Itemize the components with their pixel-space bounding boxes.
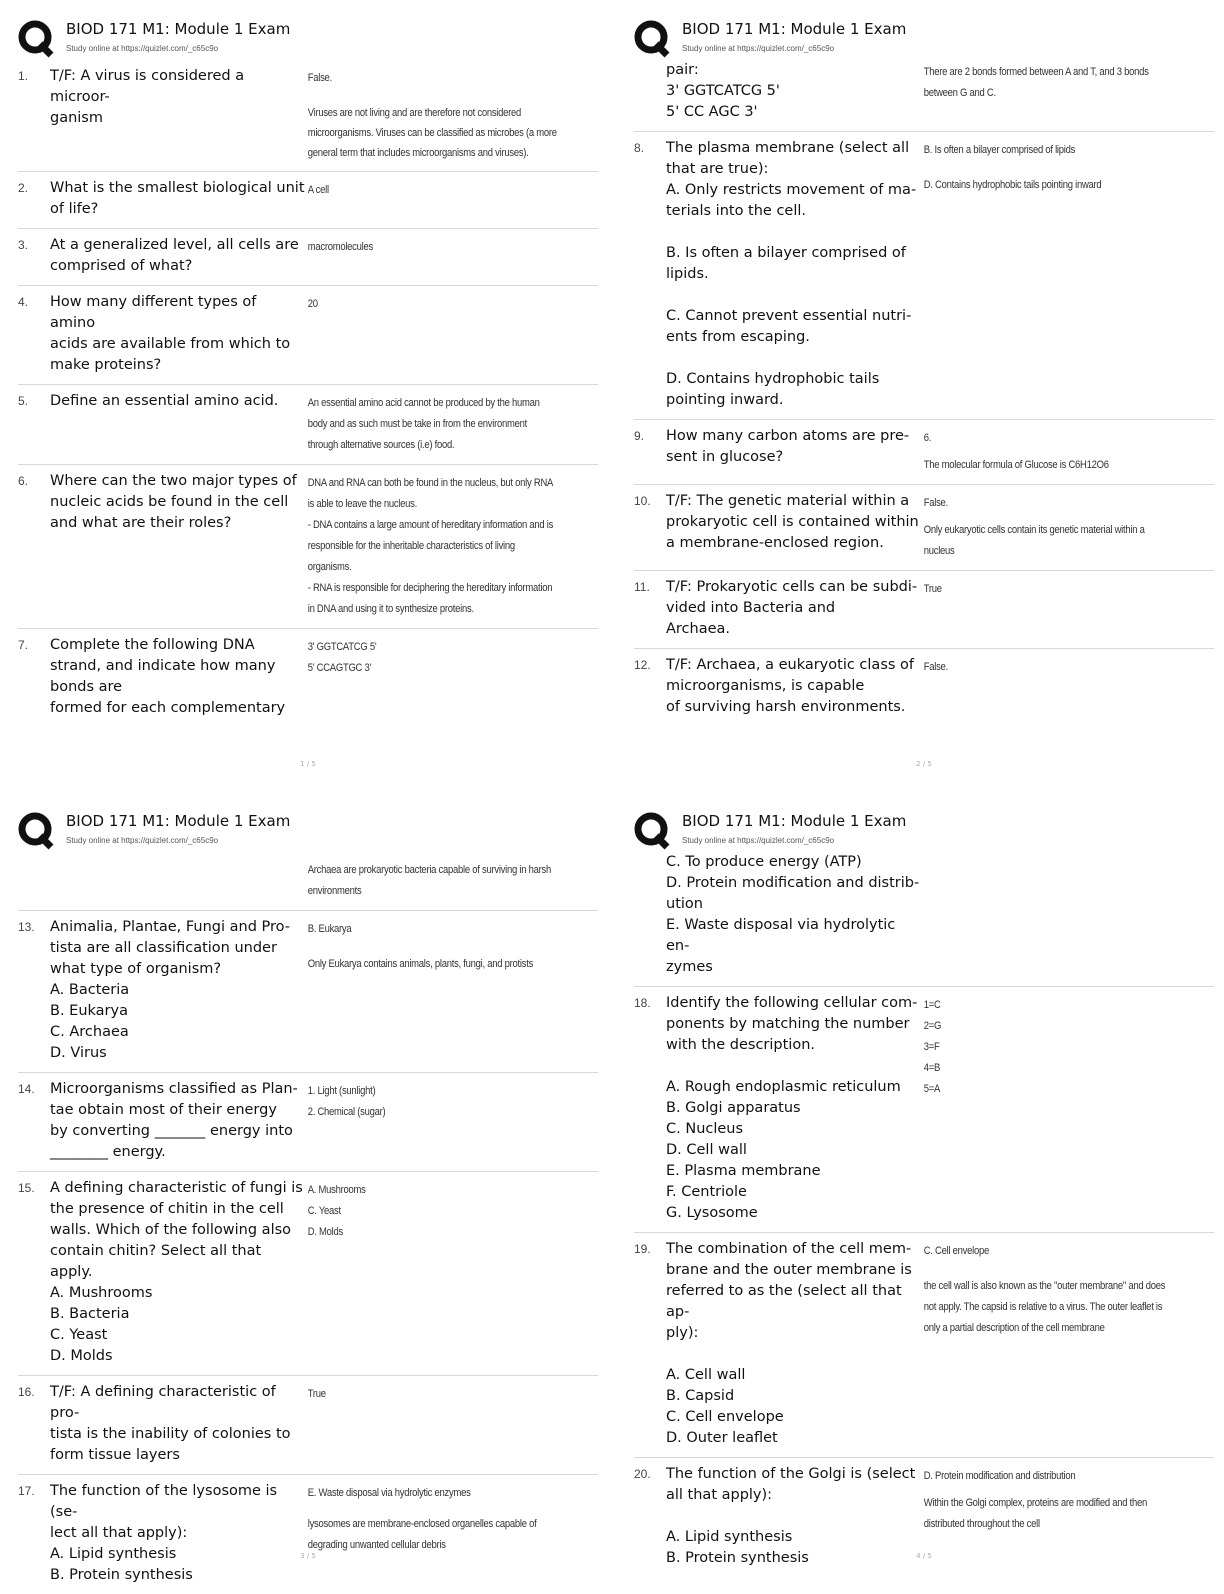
card-question: How many different types of amino acids are available from which to make proteins?: [50, 294, 291, 373]
answer-text: C. Cell envelope: [923, 1245, 990, 1257]
page-number: 3 / 5: [300, 1552, 316, 1560]
card-number: 4.: [18, 295, 29, 309]
card-answer: [922, 1239, 1173, 1449]
study-link[interactable]: Study online at https://quizlet.com/_c65c9o: [682, 44, 835, 53]
page-number: 4 / 5: [916, 1552, 932, 1560]
document-title: BIOD 171 M1: Module 1 Exam: [66, 812, 291, 830]
card-number: 9.: [634, 429, 645, 443]
answer-text: A. Mushrooms C. Yeast D. Molds: [307, 1184, 366, 1238]
answer-explanation: lysosomes are membrane-enclosed organelles capable of degrading unwanted cellular debris: [307, 1518, 539, 1551]
flashcard-row: [634, 485, 1214, 571]
card-answer: [922, 60, 1173, 123]
page-number: 2 / 5: [916, 760, 932, 768]
card-answer: [922, 577, 1173, 640]
answer-explanation: Only eukaryotic cells contain its genetic material within a nucleus: [923, 524, 1147, 557]
card-question: T/F: A defining characteristic of pro- tista is the inability of colonies to form tissue layers: [50, 1384, 291, 1463]
card-question: Complete the following DNA strand, and indicate how many bonds are formed for each complementary: [50, 637, 286, 716]
card-question: Microorganisms classified as Plan- tae obtain most of their energy by converting _______ energy into ________ energy.: [50, 1081, 298, 1160]
answer-text: There are 2 bonds formed between A and T, and 3 bonds between G and C.: [923, 66, 1152, 99]
card-number: 1.: [18, 69, 29, 83]
card-question: How many carbon atoms are pre- sent in glucose?: [666, 428, 910, 465]
flashcard-list: [18, 852, 598, 1594]
card-question: Where can the two major types of nucleic acids be found in the cell and what are their roles?: [50, 473, 297, 531]
flashcard-list: [634, 846, 1214, 1577]
quizlet-logo-icon: [18, 812, 54, 848]
card-number: 20.: [634, 1467, 651, 1481]
document-title: BIOD 171 M1: Module 1 Exam: [682, 20, 907, 38]
study-link[interactable]: Study online at https://quizlet.com/_c65c9o: [682, 836, 835, 845]
card-number: 10.: [634, 494, 651, 508]
card-answer: [306, 858, 557, 902]
flashcard-row: [634, 987, 1214, 1233]
document-title: BIOD 171 M1: Module 1 Exam: [66, 20, 291, 38]
answer-text: E. Waste disposal via hydrolytic enzymes: [307, 1487, 471, 1499]
card-answer: [306, 1178, 557, 1367]
answer-text: True: [923, 583, 942, 595]
card-answer: [306, 178, 557, 220]
flashcard-list: [634, 54, 1214, 726]
card-answer: [922, 655, 1173, 718]
flashcard-row: [634, 1233, 1214, 1458]
card-answer: [306, 391, 557, 456]
card-number: 6.: [18, 474, 29, 488]
answer-text: B. Is often a bilayer comprised of lipids: [923, 144, 1076, 156]
flashcard-row: [18, 229, 598, 286]
card-question: Identify the following cellular com- ponents by matching the number with the description. A. Rough endoplasmic reticulum B. Golgi apparatus C. Nucleus D. Cell wall E. Plasma membrane F. Centriole G. Lysosome: [666, 995, 918, 1221]
card-number: [634, 60, 666, 123]
card-number: 19.: [634, 1242, 651, 1256]
flashcard-row: [18, 911, 598, 1073]
answer-explanation: the cell wall is also known as the "outer membrane" and does not apply. The capsid is relative to a virus. The outer leaflet is only a partial description of the cell membrane: [923, 1280, 1168, 1334]
answer-text: False.: [923, 661, 948, 673]
flashcard-row: [634, 132, 1214, 420]
quizlet-logo-icon: [634, 812, 670, 848]
card-answer: [306, 1382, 557, 1466]
card-question: [50, 858, 306, 902]
card-number: 8.: [634, 141, 645, 155]
card-number: [634, 852, 666, 978]
card-number: 13.: [18, 920, 35, 934]
answer-explanation: Within the Golgi complex, proteins are modified and then distributed throughout the cell: [923, 1497, 1150, 1530]
answer-text: Archaea are prokaryotic bacteria capable of surviving in harsh environments: [307, 864, 554, 897]
card-number: 18.: [634, 996, 651, 1010]
card-question: pair: 3' GGTCATCG 5' 5' CC AGC 3': [666, 62, 780, 120]
card-question: Define an essential amino acid.: [50, 393, 279, 409]
card-question: The plasma membrane (select all that are true): A. Only restricts movement of ma- terials into the cell. B. Is often a bilayer comprised of lipids. C. Cannot prevent essential nutri- ents from escaping. D. Contains hydrophobic tails pointing inward.: [666, 140, 917, 408]
card-number: 16.: [18, 1385, 35, 1399]
card-answer: [922, 993, 1173, 1224]
flashcard-row: [634, 420, 1214, 485]
answer-explanation: The molecular formula of Glucose is C6H12O6: [923, 459, 1109, 471]
answer-text: 1. Light (sunlight) 2. Chemical (sugar): [307, 1085, 386, 1118]
flashcard-row: [634, 571, 1214, 649]
flashcard-row: [634, 649, 1214, 726]
answer-text: B. Eukarya: [307, 923, 352, 935]
card-question: The combination of the cell mem- brane and the outer membrane is referred to as the (select all that ap- ply): A. Cell wall B. Capsid C. Cell envelope D. Outer leaflet: [666, 1241, 912, 1446]
quizlet-logo-icon: [634, 20, 670, 56]
flashcard-row: [18, 385, 598, 465]
flashcard-row: [18, 172, 598, 229]
answer-text: 6.: [923, 432, 932, 444]
card-number: 3.: [18, 238, 29, 252]
page-header: [18, 810, 598, 852]
card-question: T/F: Prokaryotic cells can be subdi- vided into Bacteria and Archaea.: [666, 579, 918, 637]
card-answer: [306, 1079, 557, 1163]
card-number: 5.: [18, 394, 29, 408]
card-question: T/F: A virus is considered a microor- ganism: [50, 68, 245, 126]
card-answer: [306, 66, 560, 163]
card-question: The function of the lysosome is (se- lect all that apply): A. Lipid synthesis B. Protein synthesis: [50, 1483, 278, 1583]
flashcard-row: [18, 1172, 598, 1376]
card-question: A defining characteristic of fungi is the presence of chitin in the cell walls. Which of the following also contain chitin? Select all that apply. A. Mushrooms B. Bacteria C. Yeast D. Molds: [50, 1180, 303, 1364]
answer-text: DNA and RNA can both be found in the nucleus, but only RNA is able to leave the nucleus. - DNA contains a large amount of hereditary information and is responsible for the inheritable characteristics of living organisms. - RNA is responsible for deciphering the hereditary information in DNA and using it to synthesize proteins.: [307, 477, 554, 615]
flashcard-row: [18, 286, 598, 385]
flashcard-row: [18, 1376, 598, 1475]
answer-text: A cell: [307, 184, 329, 196]
answer-text: macromolecules: [307, 241, 373, 253]
card-number: 17.: [18, 1484, 35, 1498]
card-number: [18, 858, 50, 902]
card-answer: [922, 426, 1173, 476]
card-number: 14.: [18, 1082, 35, 1096]
answer-text: 3' GGTCATCG 5' 5' CCAGTGC 3': [307, 641, 377, 674]
document-page-3: [18, 810, 598, 1583]
flashcard-row: [18, 629, 598, 727]
answer-explanation: D. Contains hydrophobic tails pointing inward: [923, 179, 1102, 191]
card-answer: [922, 491, 1173, 562]
card-number: 12.: [634, 658, 651, 672]
flashcard-row: [634, 846, 1214, 987]
card-question: Animalia, Plantae, Fungi and Pro- tista are all classification under what type of organism? A. Bacteria B. Eukarya C. Archaea D. Virus: [50, 919, 291, 1061]
card-answer: [922, 852, 1173, 978]
document-page-1: [18, 18, 598, 778]
answer-text: False.: [923, 497, 948, 509]
study-link[interactable]: Study online at https://quizlet.com/_c65c9o: [66, 836, 219, 845]
flashcard-row: [18, 60, 598, 172]
card-answer: [306, 471, 557, 620]
card-answer: [922, 138, 1173, 411]
answer-explanation: Viruses are not living and are therefore not considered microorganisms. Viruses can be classified as microbes (a more general term that includes microorganisms and viruses).: [307, 107, 560, 159]
card-number: 11.: [634, 580, 650, 594]
card-question: At a generalized level, all cells are comprised of what?: [50, 237, 299, 274]
flashcard-row: [18, 1073, 598, 1172]
card-number: 15.: [18, 1181, 35, 1195]
card-question: T/F: Archaea, a eukaryotic class of microorganisms, is capable of surviving harsh environments.: [666, 657, 915, 715]
answer-explanation: Only Eukarya contains animals, plants, fungi, and protists: [307, 958, 534, 970]
card-question: T/F: The genetic material within a prokaryotic cell is contained within a membrane-enclosed region.: [666, 493, 919, 551]
document-page-2: [634, 18, 1214, 778]
document-title: BIOD 171 M1: Module 1 Exam: [682, 812, 907, 830]
card-number: 7.: [18, 638, 29, 652]
answer-text: 20: [307, 298, 318, 310]
page-header: [18, 18, 598, 60]
flashcard-row: [18, 852, 598, 911]
page-number: 1 / 5: [300, 760, 316, 768]
card-question: The function of the Golgi is (select all that apply): A. Lipid synthesis B. Protein synthesis: [666, 1466, 916, 1566]
card-number: 2.: [18, 181, 29, 195]
card-question: C. To produce energy (ATP) D. Protein modification and distrib- ution E. Waste disposal via hydrolytic en- zymes: [666, 854, 920, 975]
document-page-4: [634, 810, 1214, 1570]
answer-text: An essential amino acid cannot be produced by the human body and as such must be take in from the environment through alternative sources (i.e) food.: [307, 397, 543, 451]
card-answer: [306, 635, 557, 719]
card-answer: [306, 917, 557, 1064]
answer-text: 1=C 2=G 3=F 4=B 5=A: [923, 999, 942, 1095]
answer-text: False.: [307, 72, 332, 84]
flashcard-row: [18, 1475, 598, 1594]
answer-text: D. Protein modification and distribution: [923, 1470, 1076, 1482]
flashcard-list: [18, 60, 598, 727]
card-question: What is the smallest biological unit of life?: [50, 180, 305, 217]
card-answer: [306, 235, 557, 277]
card-answer: [306, 1481, 557, 1586]
flashcard-row: [18, 465, 598, 629]
card-answer: [306, 292, 557, 376]
flashcard-row: [634, 54, 1214, 132]
answer-text: True: [307, 1388, 326, 1400]
study-link[interactable]: Study online at https://quizlet.com/_c65c9o: [66, 44, 219, 53]
quizlet-logo-icon: [18, 20, 54, 56]
